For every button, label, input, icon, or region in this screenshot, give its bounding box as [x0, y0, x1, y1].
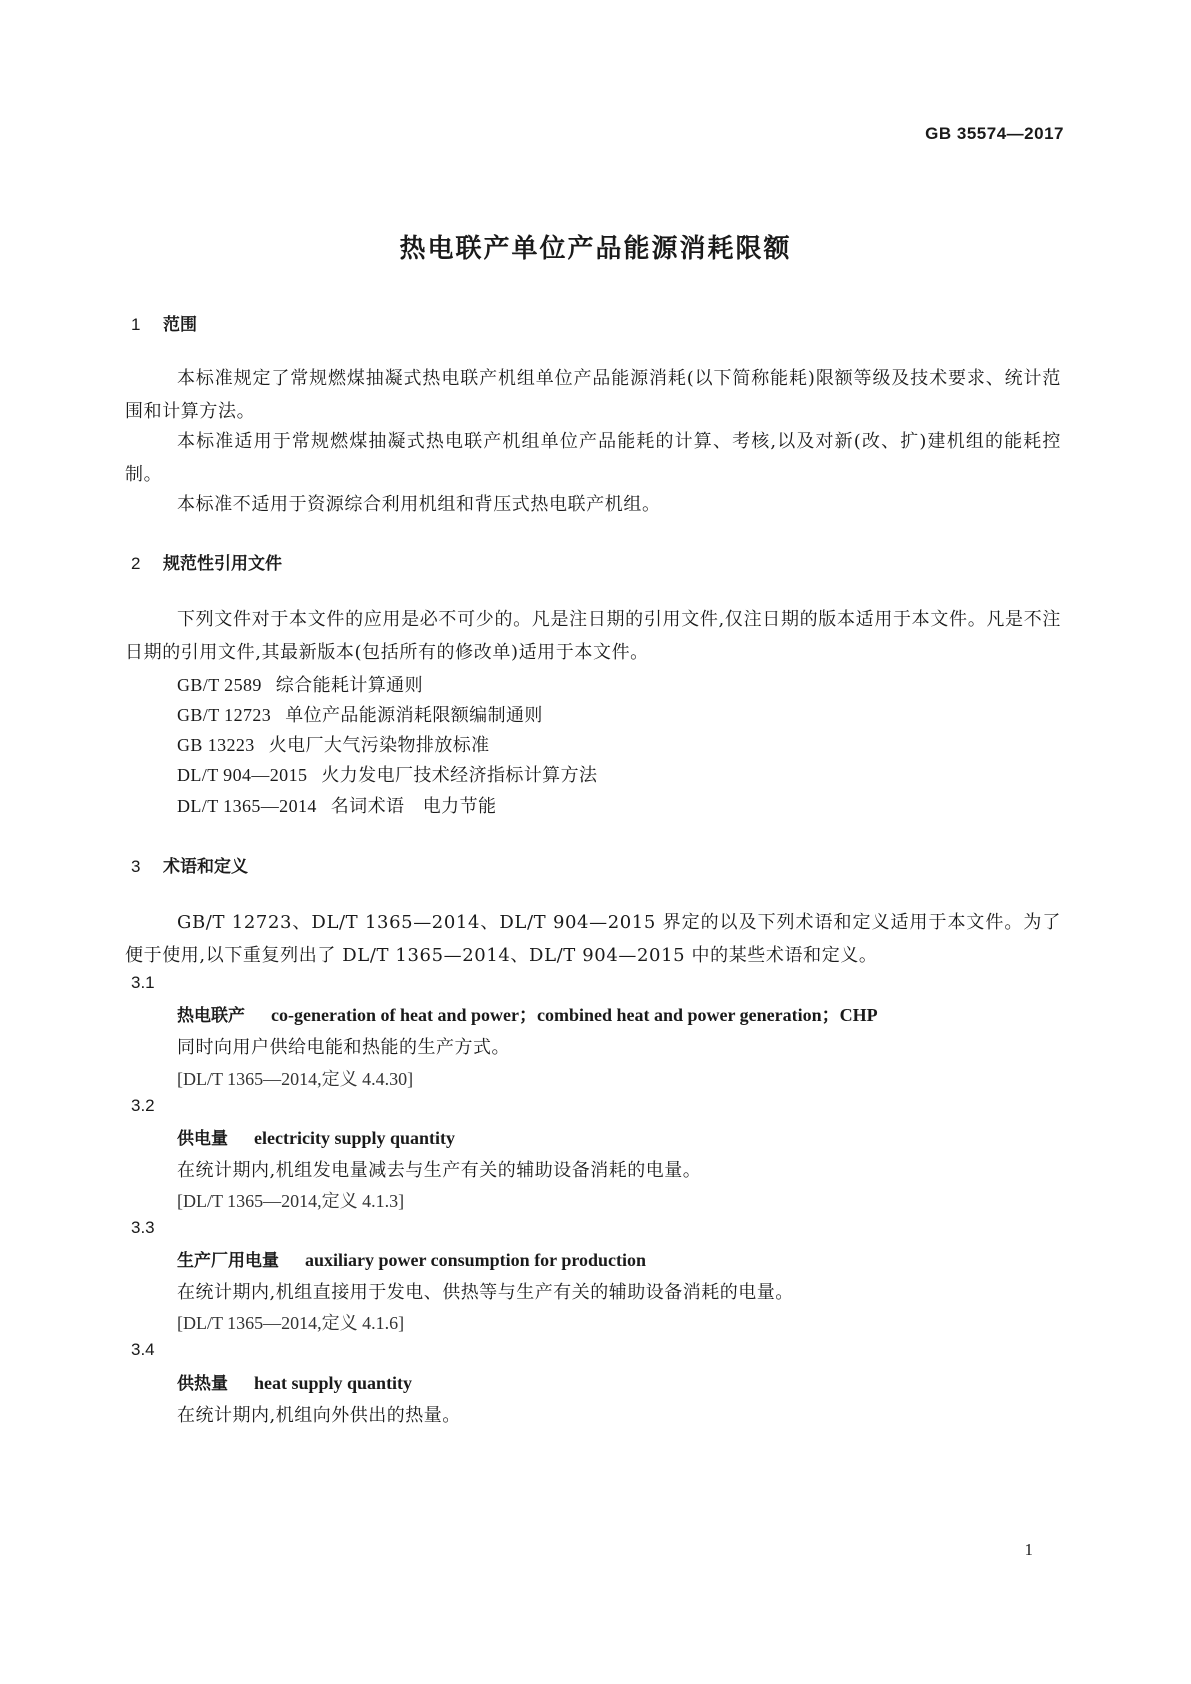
section-heading-terms [131, 852, 248, 877]
scope-paragraph-1: 本标准规定了常规燃煤抽凝式热电联产机组单位产品能源消耗(以下简称能耗)限额等级及技术要求、统计范围和计算方法。 [125, 368, 1061, 422]
term-definition: 同时向用户供给电能和热能的生产方式。 [177, 1037, 510, 1058]
reference-code: DL/T 904—2015 [177, 765, 308, 785]
reference-title: 名词术语 电力节能 [330, 796, 497, 817]
section-heading-scope [131, 310, 197, 335]
term-definition: 在统计期内,机组发电量减去与生产有关的辅助设备消耗的电量。 [177, 1160, 702, 1181]
reference-code: GB/T 2589 [177, 675, 262, 695]
term-chinese: 供电量 [177, 1129, 228, 1149]
term-heading [177, 1124, 455, 1149]
section-title: 规范性引用文件 [163, 554, 282, 574]
normative-intro: 下列文件对于本文件的应用是必不可少的。凡是注日期的引用文件,仅注日期的版本适用于本文件。凡是不注日期的引用文件,其最新版本(包括所有的修改单)适用于本文件。 [125, 609, 1061, 663]
term-source: [DL/T 1365—2014,定义 4.1.6] [177, 1313, 405, 1333]
section-number: 2 [131, 554, 141, 573]
reference-code: DL/T 1365—2014 [177, 796, 317, 816]
term-heading [177, 1246, 646, 1271]
reference-item [177, 731, 490, 757]
term-chinese: 热电联产 [177, 1006, 245, 1026]
section-title: 范围 [163, 315, 197, 335]
term-english: auxiliary power consumption for production [305, 1250, 647, 1270]
scope-paragraph-3: 本标准不适用于资源综合利用机组和背压式热电联产机组。 [177, 494, 661, 515]
reference-title: 火力发电厂技术经济指标计算方法 [321, 765, 598, 786]
term-english: electricity supply quantity [254, 1128, 455, 1148]
term-english: co-generation of heat and power；combined heat and power generation；CHP [271, 1005, 878, 1025]
scope-paragraph-2: 本标准适用于常规燃煤抽凝式热电联产机组单位产品能耗的计算、考核,以及对新(改、扩)建机组的能耗控制。 [125, 431, 1061, 485]
reference-item [177, 761, 597, 787]
term-chinese: 生产厂用电量 [177, 1251, 279, 1271]
standard-code: GB 35574—2017 [925, 124, 1064, 143]
term-definition: 在统计期内,机组直接用于发电、供热等与生产有关的辅助设备消耗的电量。 [177, 1282, 794, 1303]
section-number: 1 [131, 315, 141, 334]
term-heading [177, 1001, 878, 1027]
section-title: 术语和定义 [163, 857, 248, 877]
reference-title: 火电厂大气污染物排放标准 [268, 735, 490, 756]
document-title: 热电联产单位产品能源消耗限额 [399, 234, 792, 264]
reference-code: GB 13223 [177, 735, 255, 755]
page-number: 1 [1024, 1540, 1033, 1559]
terms-intro: GB/T 12723、DL/T 1365—2014、DL/T 904—2015 界定的以及下列术语和定义适用于本文件。为了便于使用,以下重复列出了 DL/T 1365—2014、DL/T 904—2015 中的某些术语和定义。 [125, 912, 1061, 966]
reference-title: 单位产品能源消耗限额编制通则 [285, 705, 543, 726]
reference-title: 综合能耗计算通则 [275, 675, 423, 696]
term-source: [DL/T 1365—2014,定义 4.1.3] [177, 1191, 405, 1211]
section-number: 3 [131, 857, 141, 876]
term-number: 3.1 [131, 973, 155, 992]
reference-code: GB/T 12723 [177, 705, 272, 725]
term-number: 3.3 [131, 1218, 155, 1237]
term-definition: 在统计期内,机组向外供出的热量。 [177, 1405, 461, 1426]
term-source: [DL/T 1365—2014,定义 4.4.30] [177, 1069, 414, 1089]
reference-item [177, 792, 496, 818]
term-number: 3.2 [131, 1096, 155, 1115]
section-heading-normative [131, 549, 282, 574]
reference-item [177, 671, 423, 697]
term-number: 3.4 [131, 1340, 155, 1359]
reference-item [177, 701, 543, 727]
term-heading [177, 1369, 412, 1394]
term-chinese: 供热量 [177, 1374, 228, 1394]
term-english: heat supply quantity [254, 1373, 413, 1393]
